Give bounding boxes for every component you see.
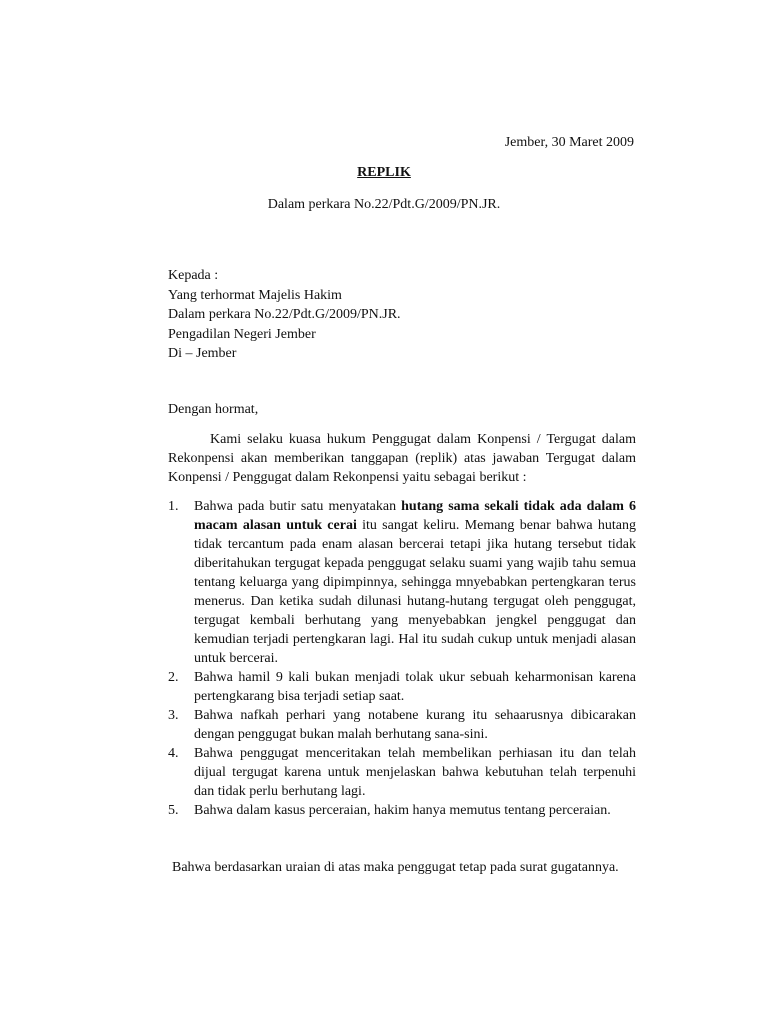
- address-line: Yang terhormat Majelis Hakim: [168, 287, 342, 303]
- list-item-number: 1.: [168, 499, 179, 514]
- address-line: Kepada :: [168, 268, 219, 283]
- recipient-address: [168, 266, 401, 364]
- list-item: [168, 497, 636, 668]
- list-item-number: 5.: [168, 803, 179, 818]
- list-item-bold-text: hutang sama sekali tidak ada dalam 6 macam alasan untuk cerai: [194, 499, 636, 533]
- document-title: REPLIK: [357, 165, 411, 180]
- address-line: Pengadilan Negeri Jember: [168, 326, 316, 342]
- list-item: [168, 668, 636, 706]
- case-number-subtitle: Dalam perkara No.22/Pdt.G/2009/PN.JR.: [267, 197, 501, 212]
- list-item-text: Bahwa penggugat menceritakan telah membelikan perhiasan itu dan telah dijual tergugat karena untuk menjelaskan bahwa kebutuhan telah terpenuhi dan tidak perlu berhutang lagi.: [194, 746, 636, 799]
- list-item: [168, 706, 636, 744]
- list-item-number: 4.: [168, 746, 179, 761]
- list-item-text: Bahwa hamil 9 kali bukan menjadi tolak ukur sebuah keharmonisan karena pertengkarang bisa terjadi setiap saat.: [194, 670, 636, 704]
- address-line: Dalam perkara No.22/Pdt.G/2009/PN.JR.: [168, 307, 401, 322]
- intro-paragraph: Kami selaku kuasa hukum Penggugat dalam Konpensi / Tergugat dalam Rekonpensi akan memberikan tanggapan (replik) atas jawaban Tergugat dalam Konpensi / Penggugat dalam Rekonpensi yaitu sebagai berikut :: [168, 432, 636, 485]
- list-item-text-cont: itu sangat keliru. Memang benar bahwa hutang tidak tercantum pada enam alasan bercerai tetapi jika hutang tersebut tidak diberitahukan tergugat kepada penggugat selaku suami yang wajib tahu semua tentang keluarga yang dipimpinnya, sehingga mnyebabkan pertengkaran terus menerus. Dan ketika sudah dilunasi hutang-hutang tergugat oleh penggugat, tergugat kembali berhutang yang menyebabkan jengkel penggugat dan kemudian terjadi pertengkaran lagi. Hal itu sudah cukup untuk menjadi alasan untuk bercerai.: [194, 518, 636, 666]
- list-item-number: 2.: [168, 670, 179, 685]
- address-line: Di – Jember: [168, 346, 237, 361]
- letter-date: Jember, 30 Maret 2009: [504, 135, 634, 150]
- greeting: Dengan hormat,: [168, 402, 259, 417]
- list-item-number: 3.: [168, 708, 179, 723]
- reply-points-list: [168, 497, 636, 820]
- list-item-text: Bahwa pada butir satu menyatakan: [194, 499, 402, 514]
- list-item: [168, 744, 636, 801]
- closing-paragraph: Bahwa berdasarkan uraian di atas maka penggugat tetap pada surat gugatannya.: [172, 860, 619, 875]
- list-item: [168, 801, 636, 820]
- list-item-text: Bahwa dalam kasus perceraian, hakim hanya memutus tentang perceraian.: [194, 803, 611, 818]
- list-item-text: Bahwa nafkah perhari yang notabene kurang itu sehaarusnya dibicarakan dengan penggugat bukan malah berhutang sana-sini.: [194, 708, 636, 742]
